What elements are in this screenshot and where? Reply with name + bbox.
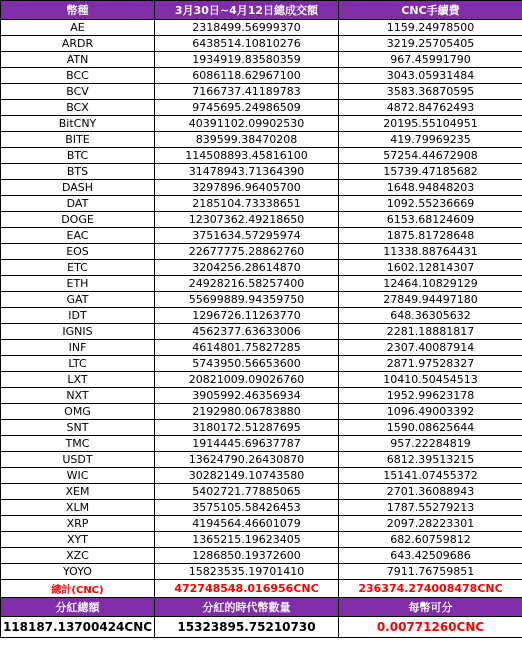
cell-currency: BTC <box>1 148 155 164</box>
dividend-values-row <box>1 617 522 638</box>
table-row <box>1 404 522 420</box>
cell-volume: 2192980.06783880 <box>155 404 339 420</box>
cell-volume: 9745695.24986509 <box>155 100 339 116</box>
header-total-volume: 3月30日~4月12日總成交額 <box>155 1 339 20</box>
table-row <box>1 500 522 516</box>
cell-currency: IGNIS <box>1 324 155 340</box>
cell-currency: XYT <box>1 532 155 548</box>
cell-currency: GAT <box>1 292 155 308</box>
table-row <box>1 52 522 68</box>
cell-fee: 3583.36870595 <box>339 84 522 100</box>
cell-currency: USDT <box>1 452 155 468</box>
cell-volume: 3204256.28614870 <box>155 260 339 276</box>
cell-volume: 2185104.73338651 <box>155 196 339 212</box>
cell-fee: 3043.05931484 <box>339 68 522 84</box>
table-row <box>1 420 522 436</box>
cell-currency: XEM <box>1 484 155 500</box>
cell-volume: 1296726.11263770 <box>155 308 339 324</box>
cell-currency: EOS <box>1 244 155 260</box>
cell-currency: IDT <box>1 308 155 324</box>
table-row <box>1 68 522 84</box>
table-row <box>1 388 522 404</box>
cell-volume: 24928216.58257400 <box>155 276 339 292</box>
table-row <box>1 180 522 196</box>
cell-fee: 20195.55104951 <box>339 116 522 132</box>
table-row <box>1 308 522 324</box>
cell-currency: BCX <box>1 100 155 116</box>
table-row <box>1 228 522 244</box>
cell-fee: 682.60759812 <box>339 532 522 548</box>
table-row <box>1 372 522 388</box>
cell-fee: 1952.99623178 <box>339 388 522 404</box>
table-row <box>1 260 522 276</box>
cell-volume: 6438514.10810276 <box>155 36 339 52</box>
cell-currency: DOGE <box>1 212 155 228</box>
header-cnc-fee: CNC手續費 <box>339 1 522 20</box>
table-row <box>1 132 522 148</box>
cell-currency: NXT <box>1 388 155 404</box>
cell-volume: 15823535.19701410 <box>155 564 339 580</box>
table-row <box>1 148 522 164</box>
cell-currency: LXT <box>1 372 155 388</box>
table-row <box>1 468 522 484</box>
cell-currency: YOYO <box>1 564 155 580</box>
cell-volume: 4194564.46601079 <box>155 516 339 532</box>
table-row <box>1 20 522 36</box>
cell-fee: 1648.94848203 <box>339 180 522 196</box>
cell-fee: 6812.39513215 <box>339 452 522 468</box>
cell-fee: 1159.24978500 <box>339 20 522 36</box>
cell-fee: 15739.47185682 <box>339 164 522 180</box>
cell-volume: 40391102.09902530 <box>155 116 339 132</box>
table-row <box>1 484 522 500</box>
cell-fee: 2307.40087914 <box>339 340 522 356</box>
cell-currency: ETC <box>1 260 155 276</box>
cell-fee: 1875.81728648 <box>339 228 522 244</box>
cell-currency: BitCNY <box>1 116 155 132</box>
table-row <box>1 436 522 452</box>
cell-currency: OMG <box>1 404 155 420</box>
table-row <box>1 356 522 372</box>
cell-fee: 11338.88764431 <box>339 244 522 260</box>
cell-currency: WIC <box>1 468 155 484</box>
table-row <box>1 100 522 116</box>
table-row <box>1 276 522 292</box>
table-row <box>1 196 522 212</box>
cell-fee: 3219.25705405 <box>339 36 522 52</box>
cell-volume: 20821009.09026760 <box>155 372 339 388</box>
total-label: 總計(CNC) <box>1 580 155 598</box>
cell-fee: 419.79969235 <box>339 132 522 148</box>
table-row <box>1 292 522 308</box>
cell-volume: 5402721.77885065 <box>155 484 339 500</box>
dividend-total-value: 118187.13700424CNC <box>1 617 155 638</box>
cell-fee: 2097.28223301 <box>339 516 522 532</box>
cell-volume: 1934919.83580359 <box>155 52 339 68</box>
cell-fee: 12464.10829129 <box>339 276 522 292</box>
table-row <box>1 324 522 340</box>
cell-fee: 27849.94497180 <box>339 292 522 308</box>
cell-currency: ATN <box>1 52 155 68</box>
cell-volume: 30282149.10743580 <box>155 468 339 484</box>
cell-volume: 114508893.45816100 <box>155 148 339 164</box>
cell-fee: 1590.08625644 <box>339 420 522 436</box>
cell-volume: 13624790.26430870 <box>155 452 339 468</box>
cell-fee: 7911.76759851 <box>339 564 522 580</box>
cell-volume: 31478943.71364390 <box>155 164 339 180</box>
cell-currency: XLM <box>1 500 155 516</box>
cell-volume: 4614801.75827285 <box>155 340 339 356</box>
cell-volume: 1286850.19372600 <box>155 548 339 564</box>
cell-fee: 1096.49003392 <box>339 404 522 420</box>
per-token-value: 0.00771260CNC <box>339 617 522 638</box>
cell-volume: 4562377.63633006 <box>155 324 339 340</box>
cell-fee: 2871.97528327 <box>339 356 522 372</box>
cell-fee: 10410.50454513 <box>339 372 522 388</box>
cell-currency: LTC <box>1 356 155 372</box>
table-row <box>1 84 522 100</box>
cell-volume: 1914445.69637787 <box>155 436 339 452</box>
cell-volume: 3180172.51287695 <box>155 420 339 436</box>
cell-fee: 6153.68124609 <box>339 212 522 228</box>
cell-currency: ETH <box>1 276 155 292</box>
total-fee: 236374.274008478CNC <box>339 580 522 598</box>
dividend-total-header: 分紅總額 <box>1 598 155 617</box>
table-row <box>1 548 522 564</box>
cell-currency: BCC <box>1 68 155 84</box>
per-token-header: 每幣可分 <box>339 598 522 617</box>
cell-fee: 2701.36088943 <box>339 484 522 500</box>
total-volume: 472748548.016956CNC <box>155 580 339 598</box>
cell-volume: 55699889.94359750 <box>155 292 339 308</box>
cell-fee: 4872.84762493 <box>339 100 522 116</box>
cell-currency: SNT <box>1 420 155 436</box>
cell-volume: 12307362.49218650 <box>155 212 339 228</box>
dividend-header-row <box>1 598 522 617</box>
table-row <box>1 116 522 132</box>
cell-volume: 3905992.46356934 <box>155 388 339 404</box>
cell-fee: 967.45991790 <box>339 52 522 68</box>
cell-currency: TMC <box>1 436 155 452</box>
cell-fee: 1787.55279213 <box>339 500 522 516</box>
cell-currency: DASH <box>1 180 155 196</box>
cell-fee: 648.36305632 <box>339 308 522 324</box>
cell-currency: AE <box>1 20 155 36</box>
table-row <box>1 164 522 180</box>
cell-fee: 57254.44672908 <box>339 148 522 164</box>
cell-currency: BTS <box>1 164 155 180</box>
cell-currency: XRP <box>1 516 155 532</box>
cell-currency: BITE <box>1 132 155 148</box>
table-row <box>1 452 522 468</box>
table-row <box>1 212 522 228</box>
cell-volume: 22677775.28862760 <box>155 244 339 260</box>
cell-currency: XZC <box>1 548 155 564</box>
cell-currency: BCV <box>1 84 155 100</box>
header-currency: 幣種 <box>1 1 155 20</box>
cell-fee: 643.42509686 <box>339 548 522 564</box>
dividend-token-count-header: 分紅的時代幣數量 <box>155 598 339 617</box>
table-row <box>1 516 522 532</box>
dividend-token-count-value: 15323895.75210730 <box>155 617 339 638</box>
cell-volume: 3297896.96405700 <box>155 180 339 196</box>
cell-volume: 5743950.56653600 <box>155 356 339 372</box>
cell-volume: 2318499.56999370 <box>155 20 339 36</box>
table-row <box>1 532 522 548</box>
cell-volume: 7166737.41189783 <box>155 84 339 100</box>
cell-currency: DAT <box>1 196 155 212</box>
table-row <box>1 244 522 260</box>
cell-fee: 1602.12814307 <box>339 260 522 276</box>
cell-volume: 1365215.19623405 <box>155 532 339 548</box>
cell-fee: 2281.18881817 <box>339 324 522 340</box>
table-row <box>1 564 522 580</box>
cell-currency: ARDR <box>1 36 155 52</box>
cell-currency: EAC <box>1 228 155 244</box>
cell-fee: 1092.55236669 <box>339 196 522 212</box>
cell-volume: 6086118.62967100 <box>155 68 339 84</box>
total-row <box>1 580 522 598</box>
table-header-row <box>1 1 522 20</box>
cell-volume: 839599.38470208 <box>155 132 339 148</box>
cell-volume: 3751634.57295974 <box>155 228 339 244</box>
cell-fee: 957.22284819 <box>339 436 522 452</box>
cell-currency: INF <box>1 340 155 356</box>
table-row <box>1 340 522 356</box>
cell-fee: 15141.07455372 <box>339 468 522 484</box>
table-row <box>1 36 522 52</box>
cell-volume: 3575105.58426453 <box>155 500 339 516</box>
